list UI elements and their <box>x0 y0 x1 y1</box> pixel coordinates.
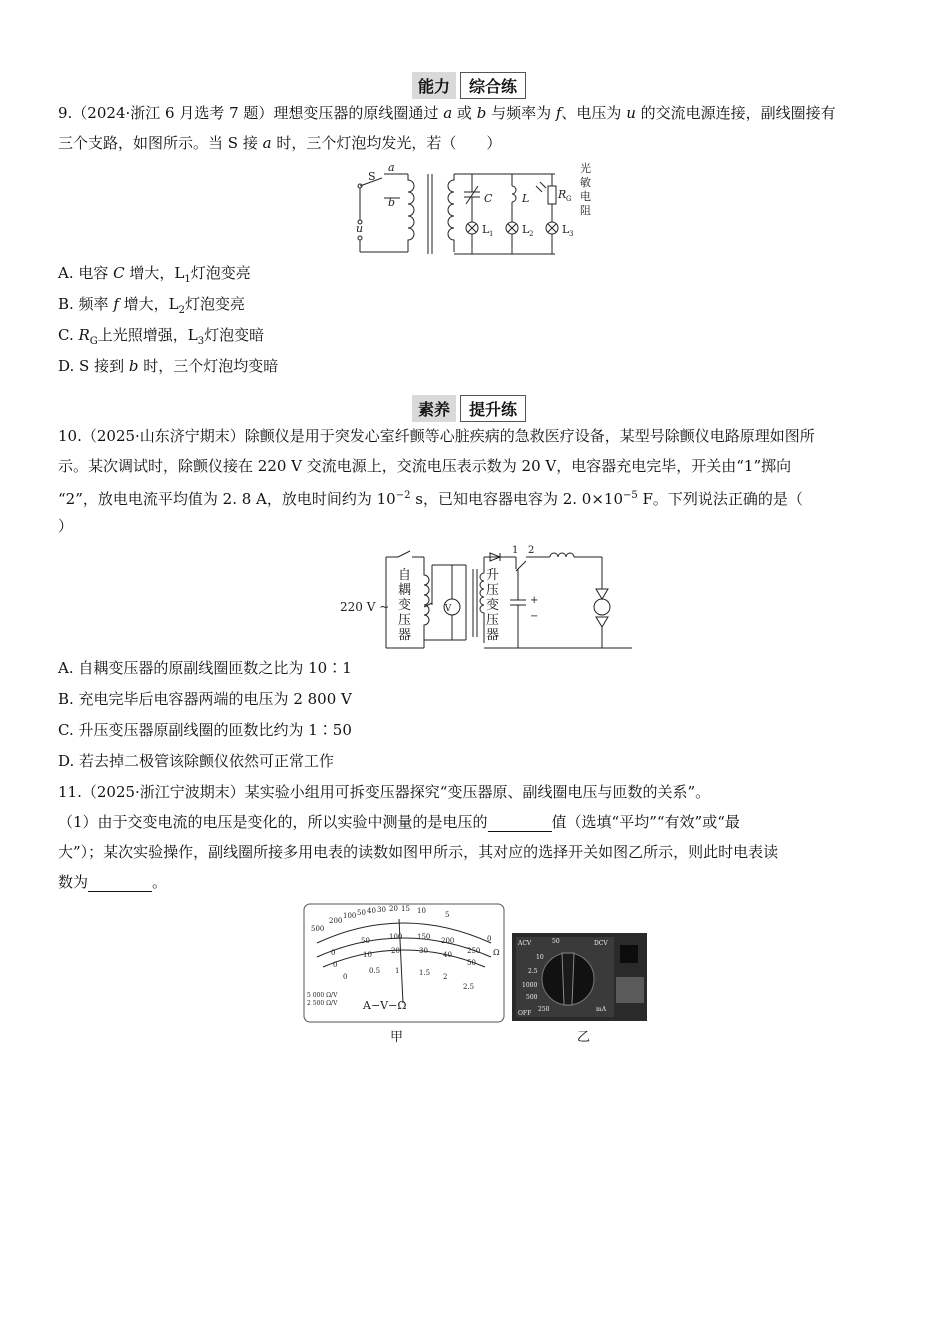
q11-line4: 数为 。 <box>58 873 168 891</box>
q10-option-a: A. 自耦变压器的原副线圈匝数之比为 10∶1 <box>58 659 352 677</box>
section-banner-literacy <box>412 395 526 421</box>
tick-50: 50 <box>357 909 366 917</box>
caption-b: 乙 <box>577 1030 591 1045</box>
label-C: C <box>484 192 493 205</box>
label-L: L <box>522 192 530 205</box>
voltmeter-label: V <box>444 604 452 614</box>
switch-off: OFF <box>518 1010 532 1017</box>
q11-line1: 11.（2025·浙江宁波期末）某实验小组用可拆变压器探究“变压器原、副线圈电压与匝数的关系”。 <box>58 783 711 801</box>
ac-0.5: 0.5 <box>369 967 381 975</box>
tick-40: 40 <box>367 907 376 915</box>
label-L3-sub: 3 <box>569 230 574 238</box>
q10-line4: ） <box>58 517 74 535</box>
spec-1: 5 000 Ω/V <box>307 992 338 999</box>
q9-option-c: C. $R_G$上光照增强，$L_3$灯泡变暗 <box>58 326 265 347</box>
tick-0: 0 <box>487 935 492 943</box>
spec-2: 2 500 Ω/V <box>307 1000 338 1007</box>
label-L1-sub: 1 <box>489 230 494 238</box>
low-10: 10 <box>363 951 372 959</box>
low-30: 30 <box>419 947 428 955</box>
ac-1: 1 <box>395 967 400 975</box>
q10-line1: 10.（2025·山东济宁期末）除颤仪是用于突发心室纤颤等心脏疾病的急救医疗设备，某型号除颤仪电路原理如图所 <box>58 427 815 445</box>
q10-line3: “2”，放电电流平均值为 2. 8 A，放电时间约为 $10^{-2}$ s，已知电容器电容为 2. $0\times 10^{-5}$ F。下列说法正确的是（ <box>58 490 803 508</box>
meter-model: A−V−Ω <box>363 999 407 1012</box>
tick-20: 20 <box>389 905 398 913</box>
mid-50: 50 <box>361 937 370 945</box>
label-RG-sub: G <box>566 195 572 203</box>
section-title: 提升练 <box>460 395 526 422</box>
switch-2: 2 <box>528 545 535 556</box>
label-photo1: 光 <box>580 162 591 175</box>
source-label: 220 V ~ <box>340 600 390 614</box>
stepup-transformer-label: 升压变压器 <box>486 568 500 643</box>
switch-50: 50 <box>552 938 560 945</box>
q9-transformer-circuit <box>350 160 600 260</box>
section-banner-ability <box>412 72 526 98</box>
label-L2-sub: 2 <box>529 230 534 238</box>
label-RG: R <box>558 188 567 201</box>
cap-plus: + <box>530 595 539 606</box>
ac-1.5: 1.5 <box>419 969 431 977</box>
answer-blank-2[interactable] <box>88 875 152 892</box>
tick-5: 5 <box>445 911 450 919</box>
q9-line2: 三个支路，如图所示。当 S 接 a 时，三个灯泡均发光，若（ ） <box>58 134 502 152</box>
ohm-symbol: Ω <box>493 948 500 957</box>
q11-line2: （1）由于交变电流的电压是变化的，所以实验中测量的是电压的 值（选填“平均”“有效”或“最 <box>58 813 740 831</box>
q10-line2: 示。某次调试时，除颤仪接在 220 V 交流电源上，交流电压表示数为 20 V，电容器充电完毕，开关由“1”掷向 <box>58 457 792 475</box>
ac-2: 2 <box>443 973 448 981</box>
label-b: b <box>388 196 396 209</box>
q9-option-a: A. 电容 C 增大，$L_1$灯泡变亮 <box>58 264 251 285</box>
tick-10: 10 <box>417 907 426 915</box>
low-40: 40 <box>443 951 452 959</box>
q9-option-d: D. S 接到 b 时，三个灯泡均变暗 <box>58 357 279 375</box>
ac-0: 0 <box>343 973 348 981</box>
ac-2.5: 2.5 <box>463 983 475 991</box>
switch-500: 500 <box>526 994 538 1001</box>
switch-10: 10 <box>536 954 544 961</box>
autotransformer-label: 自耦变压器 <box>398 568 412 643</box>
mid-100: 100 <box>389 933 403 941</box>
label-photo2: 敏 <box>580 176 591 189</box>
switch-1000: 1000 <box>522 982 538 989</box>
mid-0: 0 <box>331 949 336 957</box>
label-L2: L <box>522 223 530 236</box>
label-S: S <box>368 170 376 183</box>
switch-ma: mA <box>596 1006 607 1013</box>
q10-option-d: D. 若去掉二极管该除颤仪依然可正常工作 <box>58 752 335 770</box>
section-tag: 素养 <box>412 395 456 422</box>
q11-line3: 大”）；某次实验操作，副线圈所接多用电表的读数如图甲所示，其对应的选择开关如图乙所示，则此时电表读 <box>58 843 779 861</box>
multimeter-dial <box>303 903 505 1023</box>
low-50: 50 <box>467 959 476 967</box>
q9-line1: 9.（2024·浙江 6 月选考 7 题）理想变压器的原线圈通过 a 或 b 与频率为 f、电压为 u 的交流电源连接，副线圈接有 <box>58 104 836 122</box>
switch-dcv: DCV <box>594 940 608 947</box>
label-photo3: 电 <box>580 190 591 203</box>
switch-acv: ACV <box>518 940 532 947</box>
caption-a: 甲 <box>390 1030 404 1045</box>
mid-200: 200 <box>441 937 455 945</box>
section-title: 综合练 <box>460 72 526 99</box>
low-0: 0 <box>333 961 338 969</box>
switch-250: 250 <box>538 1006 550 1013</box>
switch-2.5: 2.5 <box>528 968 538 975</box>
tick-30: 30 <box>377 906 386 914</box>
label-L3: L <box>562 223 570 236</box>
tick-200: 200 <box>329 917 343 925</box>
mid-150: 150 <box>417 933 431 941</box>
q10-option-b: B. 充电完毕后电容器两端的电压为 2 800 V <box>58 690 352 708</box>
label-u: u <box>356 222 364 235</box>
label-photo4: 阻 <box>580 204 591 217</box>
q10-option-c: C. 升压变压器原副线圈的匝数比约为 1∶50 <box>58 721 352 739</box>
mid-250: 250 <box>467 947 481 955</box>
label-L1: L <box>482 223 490 236</box>
switch-1: 1 <box>512 545 519 556</box>
q9-option-b: B. 频率 f 增大，$L_2$灯泡变亮 <box>58 295 246 316</box>
tick-100: 100 <box>343 912 357 920</box>
tick-15: 15 <box>401 905 410 913</box>
answer-blank-1[interactable] <box>488 815 552 832</box>
section-tag: 能力 <box>412 72 456 99</box>
low-20: 20 <box>391 947 400 955</box>
tick-500: 500 <box>311 925 325 933</box>
multimeter-switch-photo <box>512 933 647 1021</box>
label-a: a <box>388 161 395 174</box>
cap-minus: − <box>530 611 539 622</box>
